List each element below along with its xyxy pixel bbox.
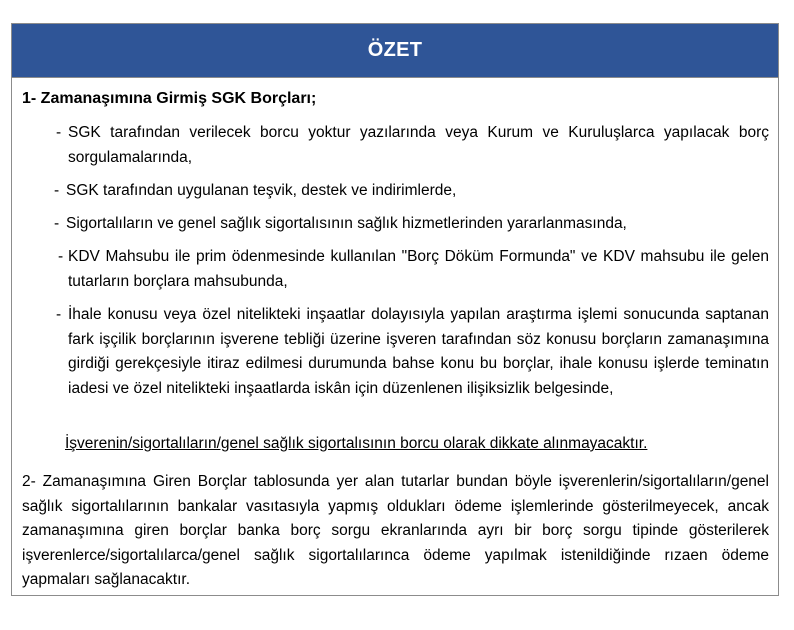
item-5-dash: - <box>56 306 62 323</box>
item-1-dash: - <box>56 124 62 141</box>
list-item-5: İhale konusu veya özel nitelikteki inşaatlar dolayısıyla yapılan araştırma işlemi sonucunda saptanan fark işçilik borçlarının işverene tebliği üzerine işveren tarafından söz konusu borçların zamanaşımına girdiği gerekçesiyle itiraz edilmesi durumunda bahse konu bu borçlar, ihale konusu işlerde teminatın iadesi ve özel nitelikteki inşaatlarda iskân için düzenlenen ilişiksizlik belgesinde, <box>68 306 769 397</box>
list-item-4: KDV Mahsubu ile prim ödenmesinde kullanılan "Borç Döküm Formunda" ve KDV mahsubu ile gelen tutarların borçlara mahsubunda, <box>68 248 769 290</box>
list-item-1: SGK tarafından verilecek borcu yoktur yazılarında veya Kurum ve Kuruluşlarca yapılacak borç sorgulamalarında, <box>68 124 769 166</box>
list-item-2: SGK tarafından uygulanan teşvik, destek ve indirimlerde, <box>66 182 457 199</box>
item-4-dash: - <box>58 248 64 265</box>
summary-box <box>11 23 779 596</box>
section-2-paragraph: 2- Zamanaşımına Giren Borçlar tablosunda yer alan tutarlar bundan böyle işverenlerin/sigortalıların/genel sağlık sigortalılarının bankalar vasıtasıyla yapmış oldukları ödeme işlemlerinde gösterilmeyecek, ancak zamanaşımına giren borçlar banka borç sorgu ekranlarında ayrı bir borç sorgu tipinde gösterilerek işverenlerce/sigortalılarca/genel sağlık sigortalılarınca ödeme yapılmak istenildiğinde rızaen ödeme yapmaları sağlanacaktır. <box>22 473 769 588</box>
summary-title: ÖZET <box>367 39 423 61</box>
item-2-dash: - <box>54 182 60 199</box>
summary-header <box>12 24 778 78</box>
list-item-3: Sigortalıların ve genel sağlık sigortalısının sağlık hizmetlerinden yararlanmasında, <box>66 215 627 232</box>
item-3-dash: - <box>54 215 60 232</box>
underlined-note: İşverenin/sigortalıların/genel sağlık sigortalısının borcu olarak dikkate alınmayacaktır. <box>65 435 648 452</box>
section-1-title: 1- Zamanaşımına Girmiş SGK Borçları; <box>22 90 317 107</box>
